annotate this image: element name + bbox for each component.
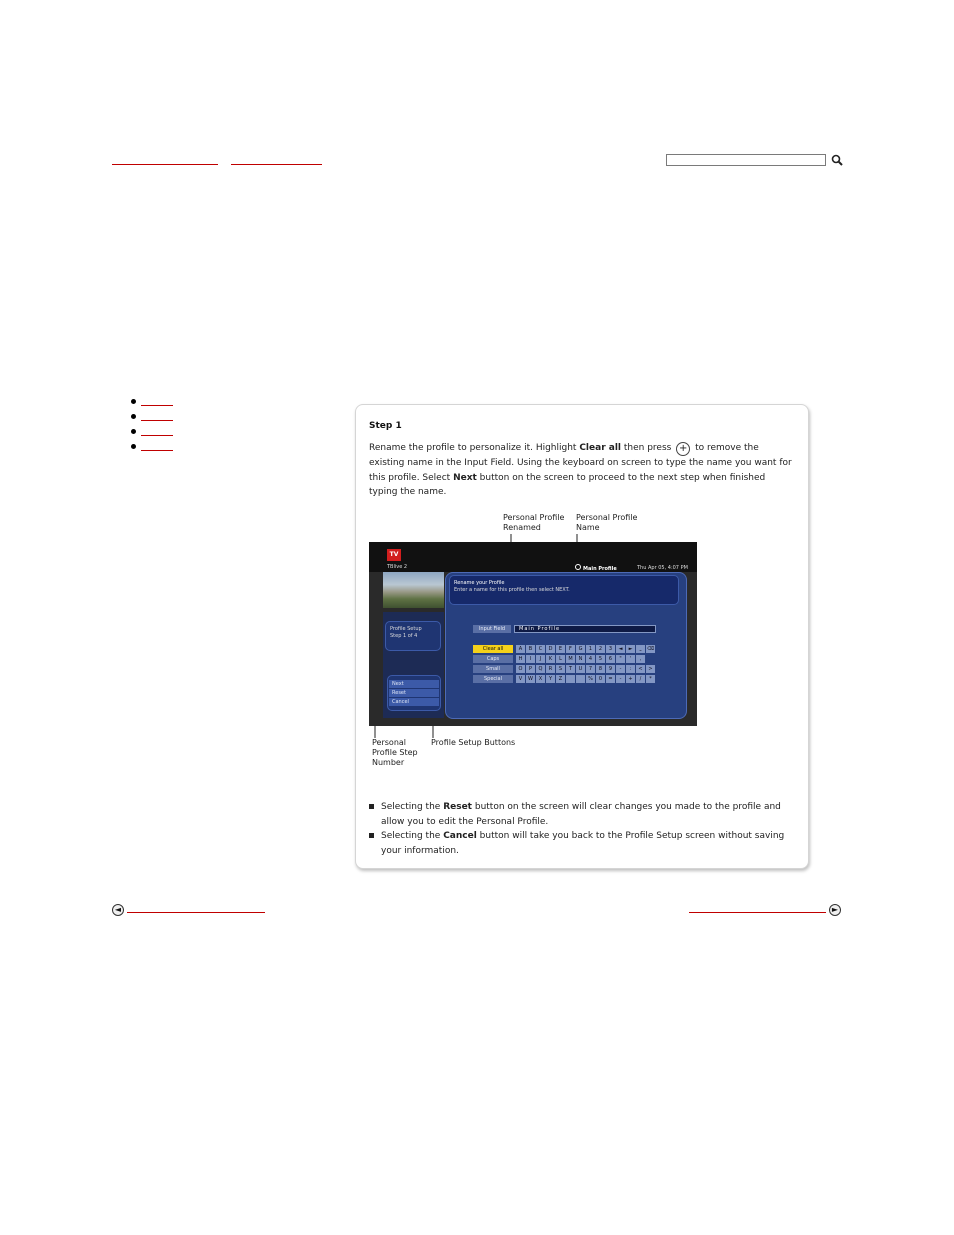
- keyboard-key[interactable]: S: [556, 665, 565, 673]
- keyboard-key[interactable]: W: [526, 675, 535, 683]
- keyboard-key[interactable]: 4: [586, 655, 595, 663]
- keyboard-key[interactable]: 2: [596, 645, 605, 653]
- tv-guide-logo: TV: [387, 549, 401, 561]
- keyboard-key[interactable]: ": [616, 655, 625, 663]
- tv-datetime: Thu Apr 05, 4:07 PM: [637, 565, 688, 571]
- tv-preview-image: [383, 572, 444, 608]
- keyboard-key[interactable]: B: [526, 645, 535, 653]
- rename-header: Rename your Profile Enter a name for this profile then select NEXT.: [449, 575, 679, 605]
- keyboard-key[interactable]: ◄: [616, 645, 625, 653]
- keyboard-key[interactable]: F: [566, 645, 575, 653]
- profile-indicator-icon: [575, 564, 581, 570]
- keyboard-key[interactable]: /: [636, 675, 645, 683]
- keyboard-key[interactable]: K: [546, 655, 555, 663]
- keyboard-key[interactable]: =: [606, 675, 615, 683]
- keyboard-key[interactable]: [576, 675, 585, 683]
- next-page-link[interactable]: [689, 912, 826, 913]
- keyboard-key[interactable]: Y: [546, 675, 555, 683]
- keyboard-key[interactable]: O: [516, 665, 525, 673]
- cancel-button[interactable]: Cancel: [389, 698, 439, 706]
- bullet-square: [369, 833, 374, 838]
- keyboard-key[interactable]: N: [576, 655, 585, 663]
- keyboard-key[interactable]: 9: [606, 665, 615, 673]
- keyboard-key[interactable]: %: [586, 675, 595, 683]
- keyboard-key[interactable]: I: [526, 655, 535, 663]
- arrow-left-icon[interactable]: ◄: [112, 904, 124, 916]
- keyboard-key[interactable]: X: [536, 675, 545, 683]
- callout-step-number: Personal Profile Step Number: [372, 738, 418, 767]
- keyboard-key[interactable]: :: [626, 665, 635, 673]
- bullet-square: [369, 804, 374, 809]
- keyboard-key[interactable]: 6: [606, 655, 615, 663]
- keyboard-key[interactable]: P: [526, 665, 535, 673]
- step-instructions: Rename the profile to personalize it. Highlight Clear all then press + to remove the existing name in the Input Field. Using the keyboard on screen to type the name you want for this profile. Select Next button on the screen to proceed to the next step when finished typing the name.: [369, 443, 792, 497]
- tv-profile-name: Main Profile: [575, 564, 617, 572]
- keyboard-key[interactable]: V: [516, 675, 525, 683]
- keyboard-key[interactable]: -: [616, 665, 625, 673]
- callout-profile-name: Personal Profile Name: [576, 513, 638, 532]
- prev-page-link[interactable]: [127, 912, 265, 913]
- keyboard-key[interactable]: 0: [596, 675, 605, 683]
- small-key[interactable]: Small: [473, 665, 513, 673]
- keyboard-key[interactable]: ⌫: [646, 646, 655, 652]
- keyboard-key[interactable]: R: [546, 665, 555, 673]
- bullet-reset: Selecting the Reset button on the screen will clear changes you made to the profile and allow you to edit the Personal Profile.: [381, 802, 781, 827]
- keyboard-key[interactable]: E: [556, 645, 565, 653]
- caps-key[interactable]: Caps: [473, 655, 513, 663]
- keyboard-key[interactable]: 7: [586, 665, 595, 673]
- keyboard-key[interactable]: D: [546, 645, 555, 653]
- next-button[interactable]: Next: [389, 680, 439, 688]
- keyboard-key[interactable]: <: [636, 665, 645, 673]
- tv-main-panel: [445, 572, 687, 719]
- keyboard-key[interactable]: ': [626, 655, 635, 663]
- keyboard-key[interactable]: 5: [596, 655, 605, 663]
- plus-icon: +: [676, 442, 690, 456]
- keyboard-key[interactable]: +: [626, 675, 635, 683]
- keyboard-key[interactable]: >: [646, 665, 655, 673]
- tv-screenshot: [369, 542, 697, 726]
- clear-all-key[interactable]: Clear all: [473, 645, 513, 653]
- keyboard-key[interactable]: L: [556, 655, 565, 663]
- keyboard-key[interactable]: Q: [536, 665, 545, 673]
- keyboard-key[interactable]: *: [646, 675, 655, 683]
- keyboard-key[interactable]: U: [576, 665, 585, 673]
- keyboard-key[interactable]: ⎵: [636, 645, 645, 653]
- keyboard-key[interactable]: Z: [556, 675, 565, 683]
- keyboard-key[interactable]: -: [616, 675, 625, 683]
- keyboard-key[interactable]: G: [576, 645, 585, 653]
- step-title: Step 1: [369, 421, 402, 431]
- keyboard-key[interactable]: T: [566, 665, 575, 673]
- keyboard-key[interactable]: ►: [626, 645, 635, 653]
- keyboard-key[interactable]: 8: [596, 665, 605, 673]
- keyboard-key[interactable]: M: [566, 655, 575, 663]
- keyboard-key[interactable]: H: [516, 655, 525, 663]
- arrow-right-icon[interactable]: ►: [829, 904, 841, 916]
- input-field[interactable]: Main Profile: [514, 625, 656, 633]
- reset-button[interactable]: Reset: [389, 689, 439, 697]
- tv-channel: TBlive 2: [387, 564, 408, 570]
- special-key[interactable]: Special: [473, 675, 513, 683]
- keyboard-key[interactable]: J: [536, 655, 545, 663]
- keyboard-key[interactable]: 3: [606, 645, 615, 653]
- keyboard-key[interactable]: 1: [586, 645, 595, 653]
- keyboard-key[interactable]: ,: [636, 655, 645, 663]
- keyboard-key[interactable]: A: [516, 645, 525, 653]
- keyboard-key[interactable]: C: [536, 645, 545, 653]
- profile-setup-panel: Profile Setup Step 1 of 4: [385, 621, 441, 651]
- input-field-label: Input Field: [473, 625, 511, 633]
- callout-profile-renamed: Personal Profile Renamed: [503, 513, 565, 532]
- bullet-cancel: Selecting the Cancel button will take you back to the Profile Setup screen without saving your information.: [381, 831, 785, 856]
- callout-setup-buttons: Profile Setup Buttons: [431, 738, 516, 747]
- keyboard-key[interactable]: [566, 675, 575, 683]
